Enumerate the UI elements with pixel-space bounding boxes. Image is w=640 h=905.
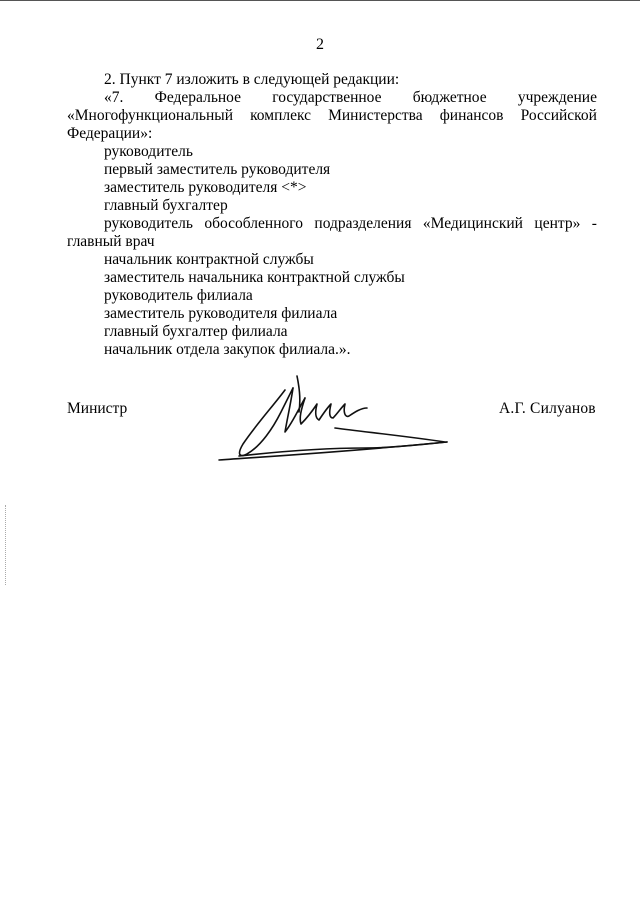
position-item: заместитель руководителя филиала — [104, 305, 338, 322]
clause-word: государственное — [272, 89, 382, 106]
position-word: руководитель — [104, 215, 193, 232]
position-item: первый заместитель руководителя — [104, 161, 331, 178]
signatory-title: Министр — [67, 400, 128, 417]
clause-word: «Многофункциональный — [67, 107, 233, 124]
scan-artifact — [5, 505, 7, 585]
signatory-name: А.Г. Силуанов — [499, 400, 596, 417]
clause-word: Федеральное — [154, 89, 241, 106]
position-item: заместитель руководителя <*> — [104, 179, 307, 196]
clause-word: Министерства — [328, 107, 423, 124]
clause-line-2 — [67, 107, 597, 125]
clause-word: Российской — [520, 107, 597, 124]
position-item: заместитель начальника контрактной службы — [104, 269, 405, 286]
clause-word: «7. — [104, 89, 124, 106]
clause-word: комплекс — [250, 107, 312, 124]
position-word: центр» — [534, 215, 581, 232]
position-word: подразделения — [314, 215, 412, 232]
clause-line-3: Федерации»: — [67, 125, 153, 142]
position-item: начальник контрактной службы — [104, 251, 314, 268]
position-item: руководитель — [104, 143, 193, 160]
position-word: обособленного — [204, 215, 303, 232]
position-item: главный бухгалтер филиала — [104, 323, 288, 340]
position-word: «Медицинский — [422, 215, 523, 232]
clause-word: финансов — [439, 107, 504, 124]
long-position-line-2: главный врач — [67, 233, 155, 250]
position-word: - — [591, 215, 597, 232]
clause-word: учреждение — [517, 89, 597, 106]
page-number: 2 — [316, 36, 324, 53]
clause-line-1 — [104, 89, 597, 107]
clause-word: бюджетное — [412, 89, 487, 106]
position-item: руководитель филиала — [104, 287, 253, 304]
scan-edge-line — [0, 0, 640, 1]
long-position-line-1 — [104, 215, 597, 233]
position-item: главный бухгалтер — [104, 197, 228, 214]
position-item: начальник отдела закупок филиала.». — [104, 341, 351, 358]
handwritten-signature — [215, 368, 455, 468]
item-intro: 2. Пункт 7 изложить в следующей редакции: — [104, 71, 400, 88]
